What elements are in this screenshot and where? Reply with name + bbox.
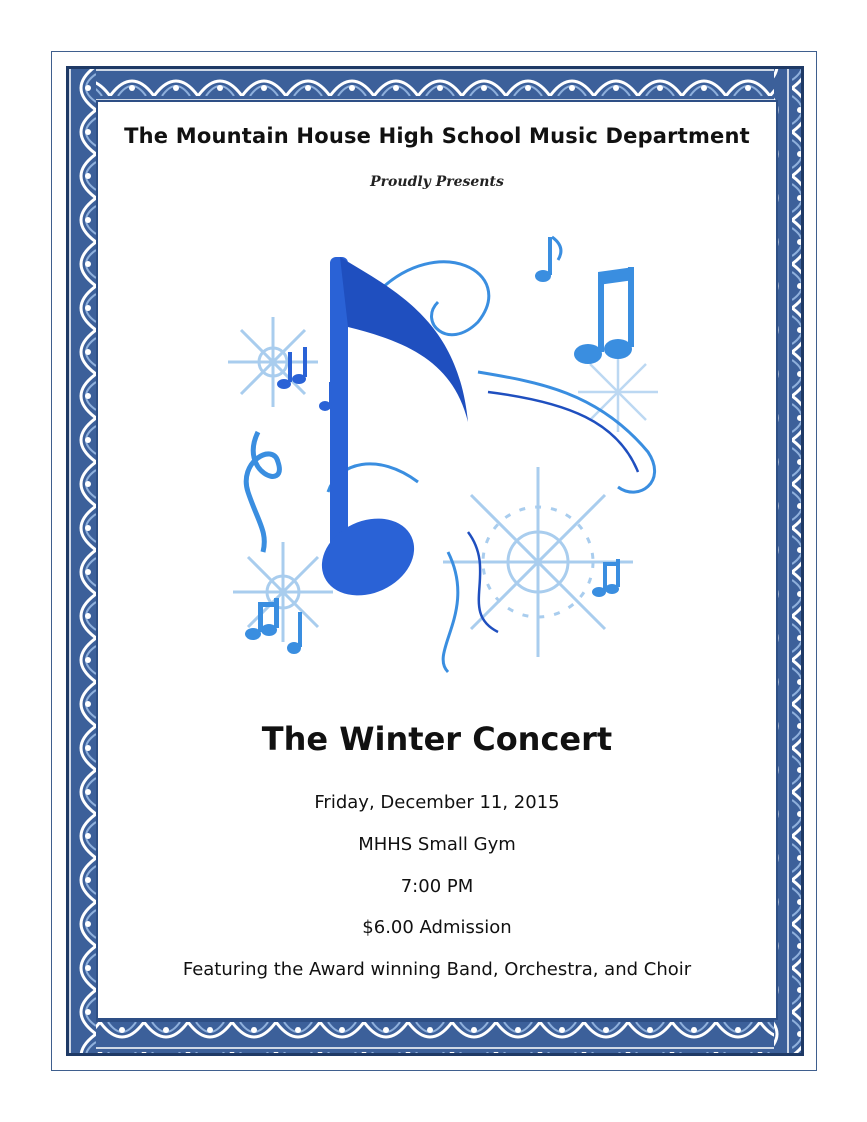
event-admission: $6.00 Admission: [362, 917, 512, 938]
note-icon: [535, 237, 561, 282]
beamed-notes-icon: [574, 267, 634, 364]
proudly-presents: Proudly Presents: [370, 174, 504, 190]
concert-title: The Winter Concert: [261, 720, 613, 758]
note-icon: [245, 598, 302, 654]
treble-clef-icon: [246, 432, 279, 552]
event-time: 7:00 PM: [400, 876, 474, 897]
event-date: Friday, December 11, 2015: [314, 792, 560, 813]
music-note-illustration: [218, 232, 688, 702]
note-icon: [592, 559, 620, 597]
department-title: The Mountain House High School Music Department: [124, 124, 750, 148]
eighth-note-icon: [309, 257, 468, 610]
event-featuring: Featuring the Award winning Band, Orchestra, and Choir: [182, 959, 692, 980]
event-venue: MHHS Small Gym: [358, 834, 516, 855]
flyer-content: [96, 100, 778, 1020]
snowflake-icon: [233, 542, 333, 642]
